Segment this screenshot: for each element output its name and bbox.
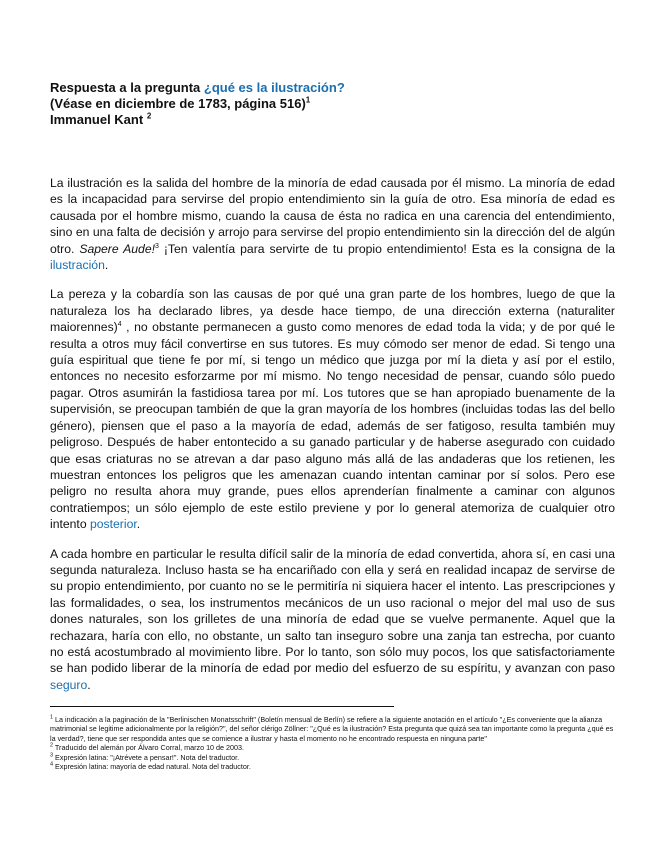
footnote-ref-3[interactable]: 3 (155, 242, 159, 250)
footnotes-section (50, 715, 615, 771)
paragraph-3 (50, 546, 615, 694)
document-header (50, 80, 610, 128)
subtitle-line (50, 96, 610, 112)
title-prefix: Respuesta a la pregunta (50, 80, 204, 95)
paragraph-text: A cada hombre en particular le resulta difícil salir de la minoría de edad convertida, ahora sí, en casi una segunda naturaleza. Incluso hasta se ha encariñado con ella y será en realidad incapaz de servirse de su propio entendimiento, por cuanto no se le permitiría ni siquiera hacer el intento. Las prescripciones y las formalidades, o sea, los instrumentos mecánicos de un uso racional o mejor del mal uso de sus dones naturales, son los grilletes de una minoría de edad que se vuelve permanente. Aquel que la rechazara, haría con ello, no obstante, un salto tan inseguro sobre una zanja tan estrecha, por cuanto no está acostumbrado al movimiento libre. Por lo tanto, son sólo muy pocos, los que satisfactoriamente se han podido liberar de la minoría de edad por medio del esfuerzo de su espíritu, y avanzan con paso (50, 546, 615, 676)
link-seguro[interactable]: seguro (50, 677, 88, 692)
paragraph-1 (50, 175, 615, 273)
title-link[interactable]: ¿qué es la ilustración? (203, 80, 345, 95)
footnote-2 (50, 743, 615, 752)
document-body (50, 175, 615, 706)
footnote-text: Expresión latina: mayoría de edad natural. Nota del traductor. (53, 762, 251, 772)
paragraph-text: La ilustración es la salida del hombre de la minoría de edad causada por él mismo. La minoría de edad es la incapacidad para servirse del propio entendimiento sin la guía de otro. Esa minoría de edad es causada por el hombre mismo, cuando la causa de ésta no radica en una carencia del entendimiento, sino en una falta de decisión y arrojo para servirse del propio entendimiento sin la dirección del de algún otro. (50, 176, 615, 256)
subtitle: (Véase en diciembre de 1783, página 516) (50, 96, 306, 111)
link-ilustracion[interactable]: ilustración (50, 258, 105, 273)
footnote-ref-4[interactable]: 4 (117, 321, 122, 329)
footnote-4 (50, 762, 615, 771)
footnote-text: Expresión latina: "¡Atrévete a pensar!". Nota del traductor. (53, 752, 240, 762)
footnote-1 (50, 715, 615, 743)
footnote-divider (50, 706, 394, 707)
link-posterior[interactable]: posterior (89, 517, 137, 532)
title-line (50, 80, 610, 96)
footnote-text: La indicación a la paginación de la "Berlinischen Monatsschrift" (Boletín mensual de Berlín) se refiere a la siguiente anotación en el artículo "¿Es conveniente que la alianza matrimonial se legitime adicionalmente por la religión?", del señor clérigo Zöllner: "¿Qué es la ilustración? Esta pregunta que quizá sea tan importante como la pregunta ¿qué es la verdad?, tiene que ser respondida antes que se comience a ilustrar y hasta el momento no he encontrado respuesta en ninguna parte" (50, 715, 614, 743)
author-line (50, 112, 610, 128)
footnote-number: 3 (50, 752, 54, 759)
paragraph-end: . (136, 517, 141, 532)
paragraph-text: ¡Ten valentía para servirte de tu propio entendimiento! Esta es la consigna de la (158, 241, 615, 256)
footnote-number: 2 (50, 742, 54, 749)
footnote-ref-2[interactable]: 2 (146, 111, 152, 121)
latin-phrase: Sapere Aude! (79, 241, 155, 256)
footnote-number: 1 (50, 714, 54, 721)
author: Immanuel Kant (50, 112, 144, 127)
footnote-3 (50, 753, 615, 762)
paragraph-2 (50, 286, 615, 532)
paragraph-end: . (87, 677, 91, 692)
paragraph-text: , no obstante permanecen a gusto como menores de edad toda la vida; y de por qué le resulta a otros muy fácil convertirse en sus tutores. Es muy cómodo ser menor de edad. Si tengo una guía espiritual que tiene fe por mí, si tengo un médico que juzga por mí la dieta y así por el estilo, entonces no necesito esforzarme por mí mismo. No tengo necesidad de pensar, cuando sólo puedo pagar. Otros asumirán la fastidiosa tarea por mí. Los tutores que se han apropiado buenamente de la supervisión, se preocupan también de que la gran mayoría de los hombres (incluidas todas las del bello género), piensen que el paso a la mayoría de edad, además de ser fatigoso, resulta también muy peligroso. Después de haber entontecido a su ganado particular y de haberse asegurado con cuidado que esas criaturas no se atrevan a dar paso alguno más allá de las andaderas que los retienen, les muestran entonces los peligros que les amenazan cuando intentan caminar por sí solos. Pero ese peligro no resulta ahora muy grande, pues ellos aprenderían finalmente a caminar con algunos contratiempos; un sólo ejemplo de este estilo previene y por lo general atemoriza de cualquier otro intento (50, 320, 615, 532)
paragraph-end: . (104, 258, 109, 273)
footnote-ref-1[interactable]: 1 (305, 95, 311, 105)
footnote-number: 4 (50, 761, 54, 768)
paragraph-text: La pereza y la cobardía son las causas de por qué una gran parte de los hombres, luego de que la naturaleza los ha declarado libres, ya desde hace tiempo, de una dirección externa (naturaliter maiorennes) (50, 287, 615, 335)
footnote-text: Traducido del alemán por Álvaro Corral, marzo 10 de 2003. (53, 743, 245, 753)
